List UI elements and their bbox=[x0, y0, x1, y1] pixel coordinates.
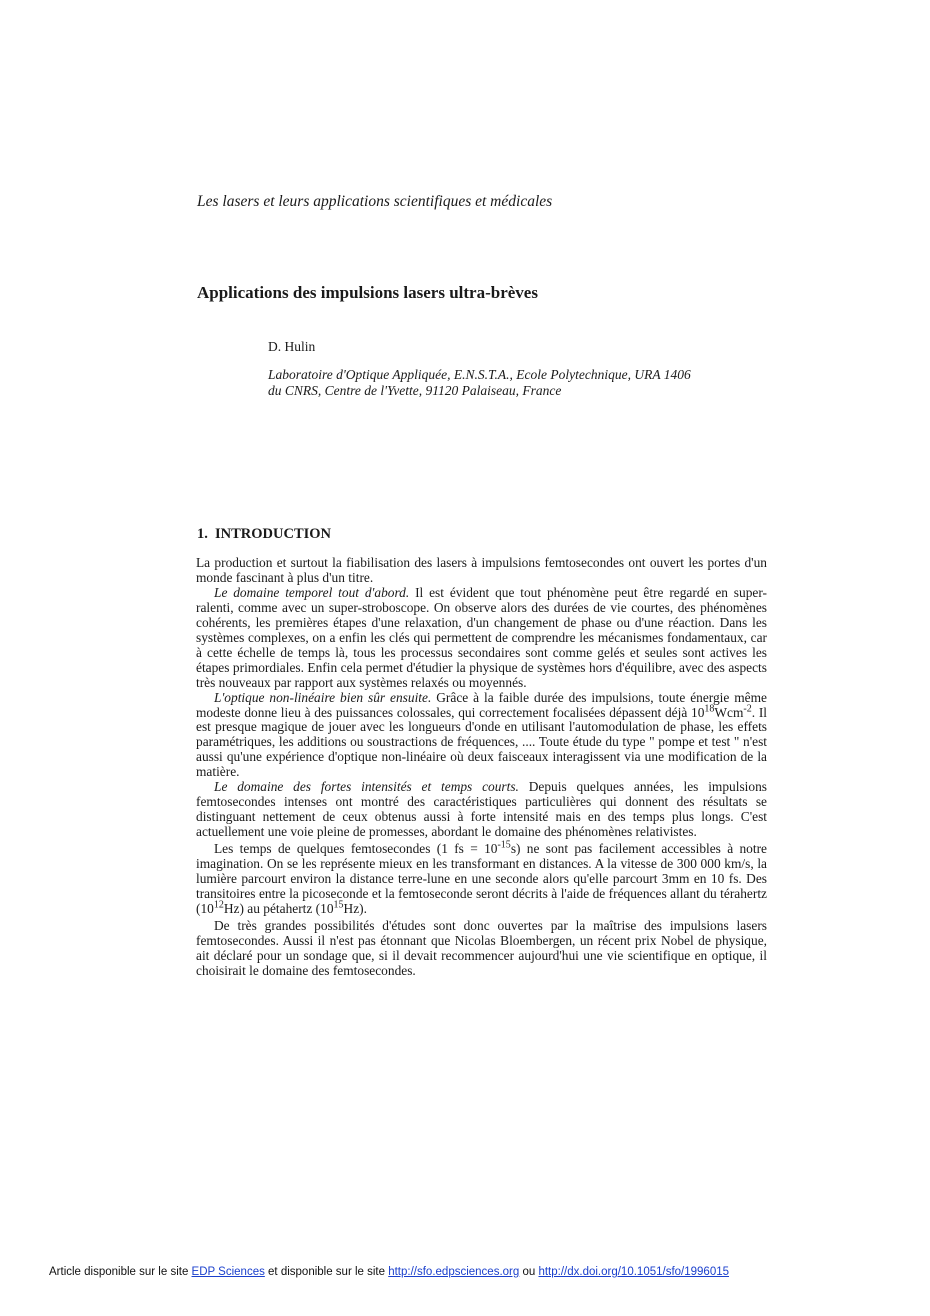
paragraph-3-text-a: Grâce à la faible durée des impulsions, toute énergie même modeste donne lieu à des puissances colossales, qui correctement focalisées dépassent déjà 10 bbox=[196, 689, 767, 720]
paragraph-4 bbox=[196, 780, 767, 840]
paragraph-5-text-c: Hz) au pétahertz (10 bbox=[223, 900, 334, 916]
section-number: 1. bbox=[197, 526, 208, 542]
paragraph-3-text-b: Wcm bbox=[714, 704, 744, 720]
superscript: 15 bbox=[333, 899, 344, 911]
paragraph-3 bbox=[196, 691, 767, 781]
journal-header: Les lasers et leurs applications scientifiques et médicales bbox=[197, 193, 553, 210]
sfo-site-link[interactable]: http://sfo.edpsciences.org bbox=[388, 1266, 520, 1278]
affiliation-line-1: Laboratoire d'Optique Appliquée, E.N.S.T.A., Ecole Polytechnique, URA 1406 bbox=[268, 367, 691, 382]
paragraph-1: La production et surtout la fiabilisation des lasers à impulsions femtosecondes ont ouvert les portes d'un monde fascinant à plus d'un titre. bbox=[196, 555, 767, 585]
paragraph-5-text-a: Les temps de quelques femtosecondes (1 fs = 10 bbox=[214, 841, 498, 857]
superscript: -15 bbox=[497, 839, 511, 851]
paragraph-2 bbox=[196, 586, 767, 691]
edp-sciences-link[interactable]: EDP Sciences bbox=[191, 1266, 265, 1278]
paragraph-4-text: Depuis quelques années, les impulsions femtosecondes intenses ont montré des caractéristiques particulières qui donnent des résultats se distinguant nettement de ceux obtenus aussi à forte intensité mais en des temps plus longs. C'est actuellement une voie pleine de promesses, abordant le domaine des phénomènes relativistes. bbox=[196, 779, 767, 840]
superscript: -2 bbox=[743, 703, 752, 715]
paragraph-4-lead: Le domaine des fortes intensités et temps courts. bbox=[214, 779, 519, 795]
paragraph-6: De très grandes possibilités d'études sont donc ouvertes par la maîtrise des impulsions lasers femtosecondes. Aussi il n'est pas étonnant que Nicolas Bloembergen, un récent prix Nobel de physique, ait déclaré pour un sondage que, si il devait recommencer aujourd'hui une vie scientifique en optique, il choisirait le domaine des femtosecondes. bbox=[196, 917, 767, 978]
affiliation-line-2: du CNRS, Centre de l'Yvette, 91120 Palaiseau, France bbox=[268, 383, 562, 398]
section-heading bbox=[197, 526, 331, 543]
superscript: 12 bbox=[213, 899, 224, 911]
article-title: Applications des impulsions lasers ultra-brèves bbox=[197, 283, 538, 302]
footer-text-3: ou bbox=[519, 1266, 539, 1278]
paragraph-5-text-b: s) ne sont pas facilement accessibles à notre imagination. On se les représente mieux en les transformant en distances. A la vitesse de 300 000 km/s, la lumière parcourt environ la distance terre-lune en une seconde alors qu'elle parcourt 3mm en 10 fs. Des transitoires entre la picoseconde et la femtoseconde seront décrits à l'aide de fréquences allant du térahertz (10 bbox=[196, 841, 767, 916]
paragraph-3-lead: L'optique non-linéaire bien sûr ensuite. bbox=[214, 689, 432, 705]
paragraph-3-text-c: . Il est presque magique de jouer avec les longueurs d'onde en utilisant l'automodulation de phase, les effets paramétriques, les additions ou soustractions de fréquences, .... Toute étude du type " pompe et test " n'est aussi qu'une expérience d'optique non-linéaire où deux faisceaux interagissent via une modification de la matière. bbox=[196, 704, 768, 780]
footer-text-2: et disponible sur le site bbox=[264, 1266, 389, 1278]
author-name: D. Hulin bbox=[268, 339, 316, 354]
author-affiliation bbox=[268, 367, 788, 399]
body-text bbox=[196, 556, 767, 979]
paragraph-2-text: Il est évident que tout phénomène peut être regardé en super-ralenti, comme avec un super-stroboscope. On observe alors des durées de vie courtes, des phénomènes cohérents, les premières étapes d'une relaxation, d'un changement de phase ou d'une réaction. Dans les systèmes complexes, on a enfin les clés qui permettent de comprendre les mécanismes fondamentaux, car à cette échelle de temps là, tous les processus secondaires sont comme gelés et seules sont actives les étapes primordiales. Enfin cela permet d'étudier la physique de systèmes hors d'équilibre, avec des aspects très nouveaux par rapport aux systèmes relaxés ou moyennés. bbox=[196, 584, 767, 690]
doi-link[interactable]: http://dx.doi.org/10.1051/sfo/1996015 bbox=[538, 1266, 730, 1278]
paragraph-5-text-d: Hz). bbox=[343, 900, 367, 916]
section-title: INTRODUCTION bbox=[215, 526, 332, 542]
paragraph-5 bbox=[196, 839, 767, 917]
footer-text-1: Article disponible sur le site bbox=[49, 1266, 192, 1278]
paragraph-2-lead: Le domaine temporel tout d'abord. bbox=[214, 584, 410, 600]
superscript: 18 bbox=[704, 703, 715, 715]
footer-availability bbox=[49, 1266, 729, 1278]
